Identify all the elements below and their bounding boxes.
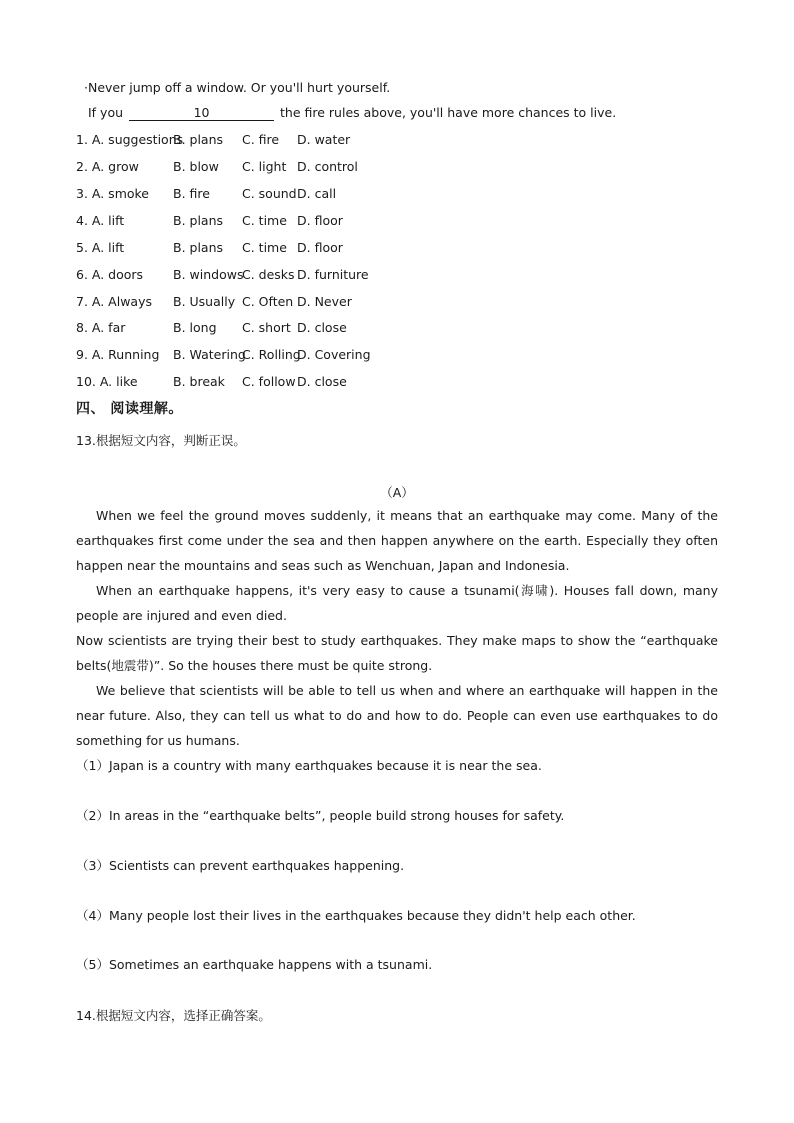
passage-paragraph: When we feel the ground moves suddenly, it means that an earthquake may come. Many of the earthquakes first come under the sea and then happen anywhere on the earth. Especially they often happen near the mountains and seas such as Wenchuan, Japan and Indonesia. xyxy=(76,508,718,573)
option-d[interactable]: D. close xyxy=(297,374,347,389)
option-a[interactable]: 6. A. doors xyxy=(76,267,144,282)
option-b[interactable]: B. windows xyxy=(173,267,244,282)
option-a[interactable]: 3. A. smoke xyxy=(76,186,149,201)
option-b[interactable]: B. Watering xyxy=(173,347,246,362)
statement: （4）Many people lost their lives in the earthquakes because they didn't help each other. xyxy=(76,908,636,923)
option-a[interactable]: 1. A. suggestions xyxy=(76,132,184,147)
option-c[interactable]: C. follow xyxy=(242,374,296,389)
option-b[interactable]: B. plans xyxy=(173,132,224,147)
option-c[interactable]: C. fire xyxy=(242,132,280,147)
option-d[interactable]: D. floor xyxy=(297,240,343,255)
blank-number: 10 xyxy=(193,105,210,120)
rule-line: ·Never jump off a window. Or you'll hurt yourself. xyxy=(84,80,391,95)
option-c[interactable]: C. light xyxy=(242,159,287,174)
fill-suffix: the fire rules above, you'll have more chances to live. xyxy=(280,105,617,120)
option-a[interactable]: 9. A. Running xyxy=(76,347,160,362)
option-d[interactable]: D. Covering xyxy=(297,347,371,362)
passage-paragraph: We believe that scientists will be able to tell us when and where an earthquake will happen in the near future. Also, they can tell us what to do and how to do. People can even use earthquakes to do something for us humans. xyxy=(76,683,718,748)
option-c[interactable]: C. Often xyxy=(242,294,294,309)
statement: （1）Japan is a country with many earthquakes because it is near the sea. xyxy=(76,758,542,773)
option-a[interactable]: 2. A. grow xyxy=(76,159,139,174)
option-c[interactable]: C. short xyxy=(242,320,291,335)
question-13-instruction: 13.根据短文内容，判断正误。 xyxy=(76,433,246,448)
option-d[interactable]: D. floor xyxy=(297,213,343,228)
passage-paragraph: When an earthquake happens, it's very easy to cause a tsunami(海啸). Houses fall down, many people are injured and even died. xyxy=(76,583,718,623)
option-d[interactable]: D. furniture xyxy=(297,267,369,282)
option-b[interactable]: B. Usually xyxy=(173,294,236,309)
passage-title: （A） xyxy=(380,485,414,500)
option-b[interactable]: B. fire xyxy=(173,186,210,201)
option-a[interactable]: 4. A. lift xyxy=(76,213,125,228)
option-d[interactable]: D. close xyxy=(297,320,347,335)
option-b[interactable]: B. break xyxy=(173,374,225,389)
option-b[interactable]: B. plans xyxy=(173,213,224,228)
option-c[interactable]: C. sound xyxy=(242,186,297,201)
fill-prefix: If you xyxy=(88,105,124,120)
option-d[interactable]: D. call xyxy=(297,186,337,201)
answer-blank-10[interactable] xyxy=(129,106,274,121)
option-c[interactable]: C. time xyxy=(242,213,287,228)
question-14-instruction: 14.根据短文内容，选择正确答案。 xyxy=(76,1008,271,1023)
passage-paragraph: Now scientists are trying their best to study earthquakes. They make maps to show the “earthquake belts(地震带)”. So the houses there must be quite strong. xyxy=(76,633,718,673)
option-c[interactable]: C. time xyxy=(242,240,287,255)
option-a[interactable]: 5. A. lift xyxy=(76,240,125,255)
option-d[interactable]: D. control xyxy=(297,159,358,174)
section-heading: 四、 阅读理解。 xyxy=(76,401,183,417)
option-b[interactable]: B. long xyxy=(173,320,217,335)
option-a[interactable]: 8. A. far xyxy=(76,320,126,335)
statement: （3）Scientists can prevent earthquakes happening. xyxy=(76,858,405,873)
option-c[interactable]: C. Rolling xyxy=(242,347,301,362)
option-a[interactable]: 7. A. Always xyxy=(76,294,152,309)
option-d[interactable]: D. water xyxy=(297,132,351,147)
option-b[interactable]: B. blow xyxy=(173,159,219,174)
option-b[interactable]: B. plans xyxy=(173,240,224,255)
option-a[interactable]: 10. A. like xyxy=(76,374,138,389)
statement: （2）In areas in the “earthquake belts”, people build strong houses for safety. xyxy=(76,808,565,823)
option-c[interactable]: C. desks xyxy=(242,267,295,282)
fill-in-sentence xyxy=(88,105,616,121)
option-d[interactable]: D. Never xyxy=(297,294,352,309)
statement: （5）Sometimes an earthquake happens with a tsunami. xyxy=(76,957,433,972)
